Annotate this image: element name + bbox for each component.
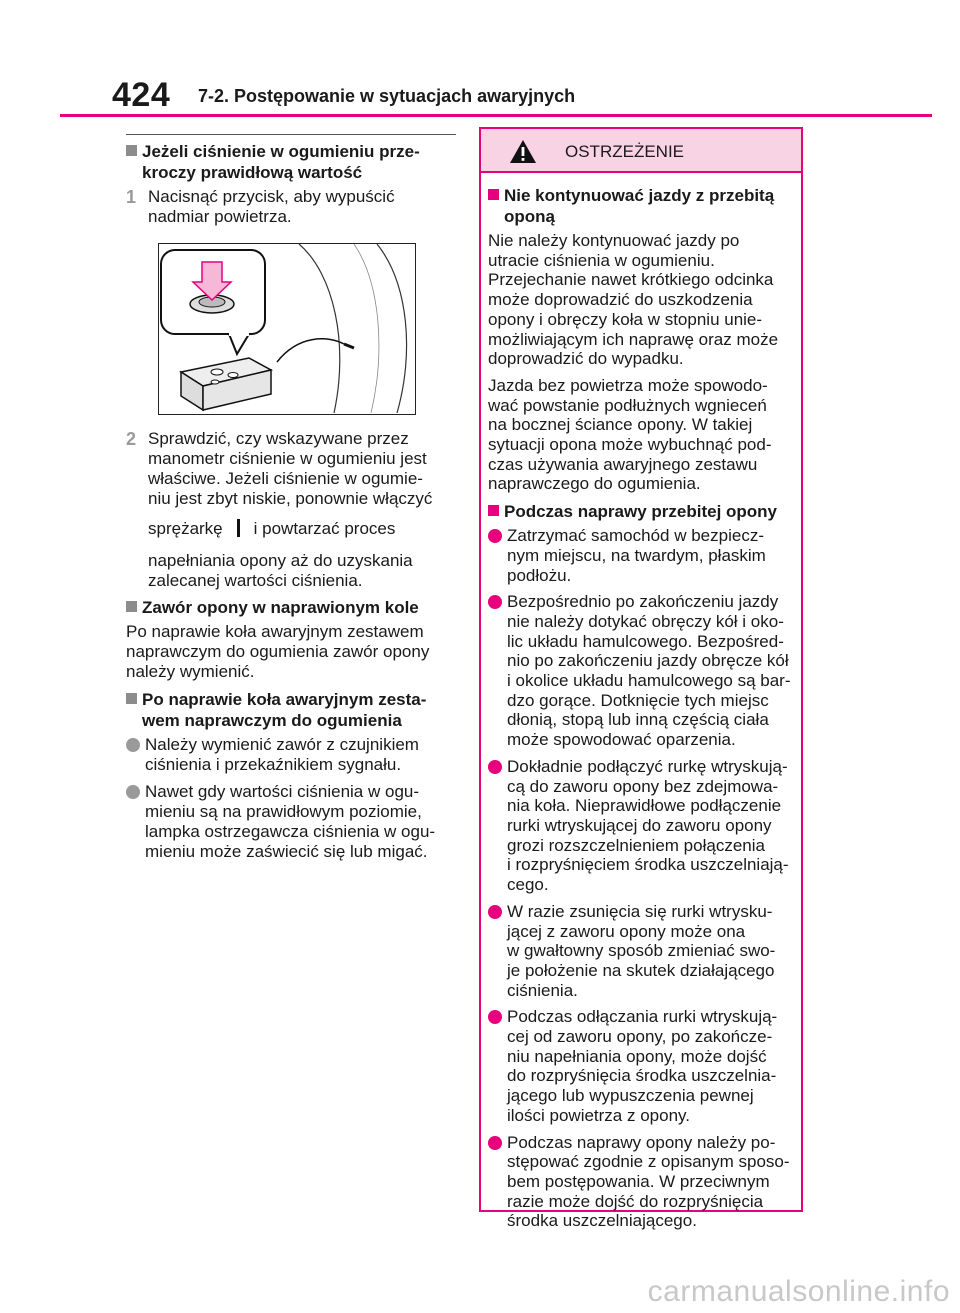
text-line: Bezpośrednio po zakończeniu jazdy	[507, 592, 779, 612]
warning-bullet	[488, 592, 795, 750]
page-number: 424	[112, 76, 171, 114]
text-line: lic układu hamulcowego. Bezpośred-	[507, 631, 784, 651]
text-line: nym miejscu, na twardym, płaskim	[507, 545, 766, 565]
text-line: bem postępowania. W przeciwnym	[507, 1171, 770, 1191]
heading-line: Jeżeli ciśnienie w ogumieniu prze-	[142, 142, 420, 161]
warning-bullet	[488, 526, 795, 585]
step-text-line: napełniania opony aż do uzyskania	[148, 551, 413, 570]
text-line: naprawczym do ogumienia zawór opony	[126, 642, 430, 661]
text-line: stępować zgodnie z opisanym sposo-	[507, 1152, 790, 1172]
warning-header	[481, 129, 801, 173]
text-line: cego.	[507, 875, 549, 895]
round-bullet-icon	[488, 760, 502, 774]
text-line: razie może dojść do rozpryśnięcia	[507, 1191, 764, 1211]
text-line: lampka ostrzegawcza ciśnienia w ogu-	[145, 822, 436, 841]
text-line: na bocznej ściance opony. W takiej	[488, 415, 753, 435]
heading-line: Po naprawie koła awaryjnym zesta-	[142, 690, 427, 709]
text-line: jącej z zaworu opony może ona	[507, 921, 746, 941]
text-line: podłożu.	[507, 565, 572, 585]
heading-overpressure	[126, 141, 456, 183]
heading-line: Nie kontynuować jazdy z przebitą	[504, 186, 775, 205]
step-text-line: Sprawdzić, czy wskazywane przez	[148, 429, 409, 448]
round-bullet-icon	[488, 905, 502, 919]
text-line: Nie należy kontynuować jazdy po	[488, 231, 740, 250]
text-line: utracie ciśnienia w ogumieniu.	[488, 250, 715, 270]
text-line: Należy wymienić zawór z czujnikiem	[145, 735, 419, 754]
step-2-continued	[126, 519, 456, 539]
bullet-item	[126, 782, 456, 862]
text-line: opony i obręczy koła w stopniu unie-	[488, 309, 763, 329]
text-line: dłonią, stopą lub inną częścią ciała	[507, 710, 769, 730]
step-number: 1	[126, 187, 137, 207]
section-title: 7-2. Postępowanie w sytuacjach awaryjnych	[198, 86, 576, 106]
page-header	[0, 0, 960, 122]
paragraph-valve	[126, 622, 456, 682]
text-line: Podczas naprawy opony należy po-	[507, 1132, 776, 1152]
text-line: wać powstanie podłużnych wgnieceń	[488, 395, 767, 415]
text-line: cą do zaworu opony bez zdejmowa-	[507, 776, 779, 796]
text-line: ciśnienia i przekaźnikiem sygnału.	[145, 755, 402, 774]
text-line: Podczas odłączania rurki wtryskują-	[507, 1007, 778, 1027]
text-line: do rozpryśnięcia środka uszczelnia-	[507, 1066, 777, 1086]
text-line: czas używania awaryjnego zestawu	[488, 454, 758, 474]
step-1	[126, 187, 456, 227]
text-line: należy wymienić.	[126, 662, 255, 681]
text-line: niu napełniania opony, może dojść	[507, 1046, 767, 1066]
step-text-line: Nacisnąć przycisk, aby wypuścić	[148, 187, 395, 206]
warning-bullet	[488, 1007, 795, 1125]
heading-line: wem naprawczym do ogumienia	[142, 711, 402, 730]
step-2-continued	[126, 551, 456, 591]
text-line: może doprowadzić do uszkodzenia	[488, 290, 753, 310]
text-line: mieniu są na prawidłowym poziomie,	[145, 802, 422, 821]
text-line: naprawczego do ogumienia.	[488, 474, 701, 494]
text-line: cej od zaworu opony, po zakończe-	[507, 1027, 773, 1047]
warning-bullet	[488, 1133, 795, 1232]
text-line: rurki wtryskującej do zaworu opony	[507, 815, 772, 835]
compressor-switch-icon	[237, 519, 240, 537]
text-line: Przejechanie nawet krótkiego odcinka	[488, 270, 774, 290]
step-text-line: manometr ciśnienie w ogumieniu jest	[148, 449, 427, 468]
text-line: doprowadzić do wypadku.	[488, 349, 684, 369]
warning-body	[481, 173, 801, 1231]
step-text-line: zalecanej wartości ciśnienia.	[148, 571, 363, 590]
text-line: nio po zakończeniu jazdy obręcze kół	[507, 651, 789, 671]
square-bullet-icon	[488, 505, 499, 516]
text-line: Po naprawie koła awaryjnym zestawem	[126, 622, 424, 641]
warning-heading-repair	[488, 501, 795, 522]
text-line: ilości powietrza z opony.	[507, 1105, 690, 1125]
left-column	[126, 134, 456, 869]
text-line: je położenie na skutek działającego	[507, 960, 775, 980]
text-line: Dokładnie podłączyć rurkę wtryskują-	[507, 756, 788, 776]
text-line: jącego lub wypuszczenia pewnej	[507, 1086, 754, 1106]
heading-line: Zawór opony w naprawionym kole	[142, 598, 419, 617]
square-bullet-icon	[126, 601, 137, 612]
bullet-item	[126, 735, 456, 775]
text-line: środka uszczelniającego.	[507, 1211, 697, 1231]
step-text-line: nadmiar powietrza.	[148, 207, 292, 226]
square-bullet-icon	[488, 189, 499, 200]
text-line: możliwiającym ich naprawę oraz może	[488, 329, 779, 349]
text-line: Nawet gdy wartości ciśnienia w ogu-	[145, 782, 420, 801]
step-text-line: niu jest zbyt niskie, ponownie włączyć	[148, 489, 433, 508]
text-line: i rozpryśnięciem środka uszczelniają-	[507, 855, 789, 875]
text-line: sytuacji opona może wybuchnąć pod-	[488, 435, 772, 455]
column-top-divider	[126, 134, 456, 135]
step-text-line: właściwe. Jeżeli ciśnienie w ogumie-	[148, 469, 423, 488]
round-bullet-icon	[126, 785, 140, 799]
square-bullet-icon	[126, 693, 137, 704]
heading-valve	[126, 597, 456, 618]
text-line: nia koła. Nieprawidłowe podłączenie	[507, 796, 782, 816]
text-line: Zatrzymać samochód w bezpiecz-	[507, 526, 764, 546]
text-line: może spowodować oparzenia.	[507, 730, 736, 750]
step-number: 2	[126, 429, 137, 449]
text-line: ciśnienia.	[507, 980, 578, 1000]
watermark: carmanualsonline.info	[647, 1275, 950, 1308]
heading-line: Podczas naprawy przebitej opony	[504, 502, 778, 522]
round-bullet-icon	[126, 738, 140, 752]
text-line: mieniu może zaświecić się lub migać.	[145, 842, 428, 861]
text-line: Jazda bez powietrza może spowodo-	[488, 375, 768, 395]
warning-triangle-icon	[509, 139, 537, 164]
warning-box	[479, 127, 803, 1231]
step-text-line: sprężarkę	[148, 519, 223, 538]
text-line: W razie zsunięcia się rurki wtrysku-	[507, 901, 773, 921]
warning-title: OSTRZEŻENIE	[565, 142, 685, 161]
square-bullet-icon	[126, 145, 137, 156]
heading-after-repair	[126, 689, 456, 731]
warning-paragraph	[488, 376, 795, 494]
round-bullet-icon	[488, 1136, 502, 1150]
text-line: w gwałtowny sposób zmieniać swo-	[507, 941, 776, 961]
warning-bullet	[488, 757, 795, 895]
step-text-line: i powtarzać proces	[253, 519, 396, 538]
round-bullet-icon	[488, 1010, 502, 1024]
text-line: nie należy dotykać obręczy kół i oko-	[507, 611, 784, 631]
header-divider	[60, 114, 932, 117]
text-line: grozi rozszczelnieniem połączenia	[507, 835, 765, 855]
compressor-illustration	[158, 243, 416, 415]
warning-heading-flat-tire	[488, 185, 795, 227]
step-2	[126, 429, 456, 509]
text-line: i okolice układu hamulcowego są bar-	[507, 671, 791, 691]
round-bullet-icon	[488, 529, 502, 543]
heading-line: kroczy prawidłową wartość	[142, 163, 363, 182]
warning-paragraph	[488, 231, 795, 369]
compressor-illustration-drawing	[159, 244, 414, 413]
round-bullet-icon	[488, 595, 502, 609]
text-line: dzo gorące. Dotknięcie tych miejsc	[507, 690, 769, 710]
warning-bullet	[488, 902, 795, 1001]
heading-line: oponą	[504, 207, 555, 226]
